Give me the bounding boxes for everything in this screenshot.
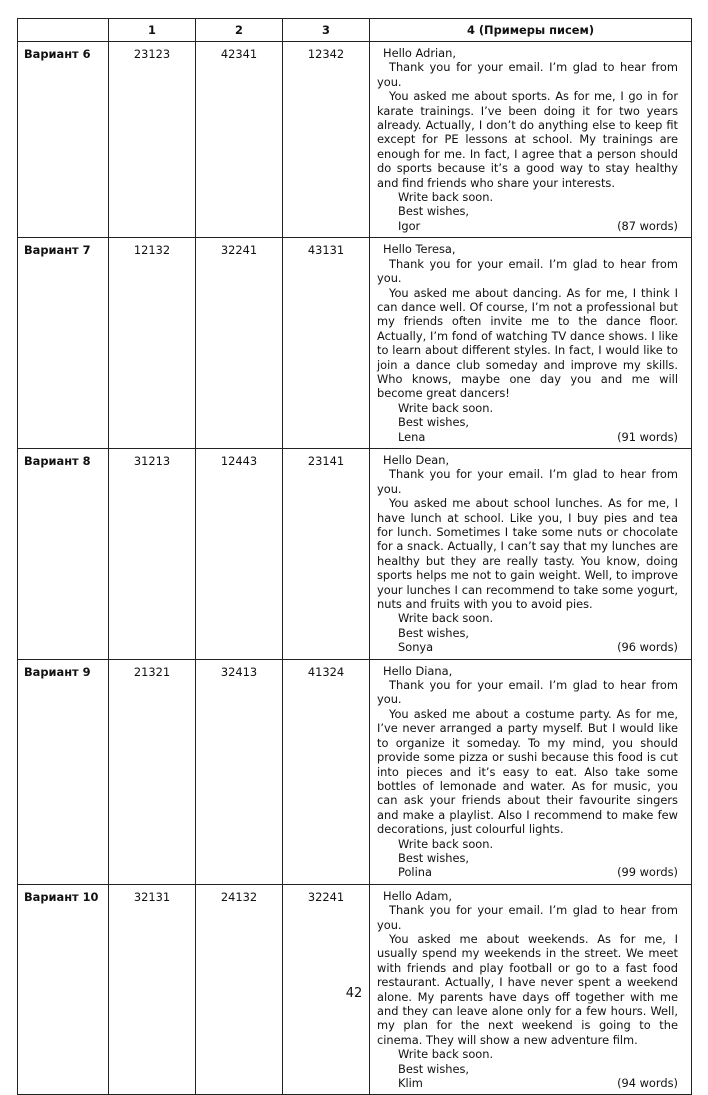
letter-closing: Best wishes,	[398, 204, 470, 219]
letter-closing: Best wishes,	[398, 415, 470, 430]
letter-closing: Best wishes,	[398, 850, 470, 865]
answer-task-3: 32241	[283, 884, 370, 1095]
answer-task-3: 12342	[283, 42, 370, 238]
sample-letter	[370, 42, 692, 238]
variant-label: Вариант 8	[18, 448, 109, 659]
variant-label: Вариант 6	[18, 42, 109, 238]
letter-signature-line	[377, 640, 678, 654]
letter-signature-name: Polina	[398, 865, 432, 880]
answer-task-3: 43131	[283, 238, 370, 449]
letter-paragraph: Thank you for your email. I’m glad to hear from you.	[377, 903, 678, 932]
letter-paragraph: Thank you for your email. I’m glad to hear from you.	[377, 467, 678, 496]
letter-greeting: Hello Dean,	[383, 452, 450, 467]
letter-greeting: Hello Adrian,	[383, 46, 456, 60]
answer-task-2: 24132	[196, 884, 283, 1095]
table-row	[18, 448, 692, 659]
header-cell-task-1: 1	[109, 19, 196, 42]
letter-paragraph: You asked me about weekends. As for me, I usually spend my weekends in the street. We meet with friends and play football or go to a fast food restaurant. Actually, I have never spent a weekend alone. My parents have days off together with me and they can leave alone only for a few hours. Well, my plan for the next weekend is going to the cinema. They will show a new adventure film.	[377, 931, 678, 1047]
header-cell-task-4: 4 (Примеры писем)	[370, 19, 692, 42]
header-cell-task-2: 2	[196, 19, 283, 42]
letter-closing: Write back soon.	[398, 190, 494, 205]
letter-paragraph: You asked me about dancing. As for me, I think I can dance well. Of course, I’m not a professional but my friends often invite me to the dance floor. Actually, I’m fond of watching TV dance shows. I like to learn about different styles. In fact, I would like to join a dance club someday and improve my skills. Who knows, maybe one day you and me will become great dancers!	[377, 285, 678, 401]
answer-task-2: 42341	[196, 42, 283, 238]
sample-letter	[370, 659, 692, 884]
letter-paragraph: You asked me about school lunches. As for me, I have lunch at school. Like you, I buy pies and tea for lunch. Sometimes I take some nuts or chocolate for a snack. Actually, I can’t say that my lunches are healthy but they are really tasty. You know, doing sports helps me not to gain weight. Well, to improve your lunches I can recommend to take some yogurt, nuts and fruits with you to avoid pies.	[377, 496, 678, 612]
answer-task-2: 12443	[196, 448, 283, 659]
answer-task-3: 23141	[283, 448, 370, 659]
answer-task-1: 21321	[109, 659, 196, 884]
letter-signature-line	[377, 865, 678, 879]
answers-table	[17, 18, 692, 1095]
letter-greeting: Hello Teresa,	[383, 242, 456, 257]
word-count: (94 words)	[617, 1076, 678, 1091]
word-count: (87 words)	[617, 218, 678, 233]
letter-paragraph: Thank you for your email. I’m glad to hear from you.	[377, 678, 678, 707]
letter-signature-name: Igor	[398, 218, 421, 233]
letter-paragraph: Thank you for your email. I’m glad to hear from you.	[377, 60, 678, 89]
answer-task-1: 23123	[109, 42, 196, 238]
letter-signature-line	[377, 1076, 678, 1090]
letter-closing: Write back soon.	[398, 836, 494, 851]
word-count: (96 words)	[617, 640, 678, 655]
letter-greeting: Hello Adam,	[383, 888, 453, 903]
table-row	[18, 238, 692, 449]
answer-task-1: 12132	[109, 238, 196, 449]
word-count: (91 words)	[617, 429, 678, 444]
letter-paragraph: You asked me about sports. As for me, I go in for karate trainings. I’ve been doing it for two years already. Actually, I don’t do anything else to keep fit except for PE lessons at school. My trainings are enough for me. In fact, I agree that a person should do sports because it’s a good way to stay healthy and find friends who share your interests.	[377, 89, 678, 190]
sample-letter	[370, 448, 692, 659]
letter-greeting: Hello Diana,	[383, 663, 453, 678]
header-row	[18, 19, 692, 42]
letter-paragraph: Thank you for your email. I’m glad to hear from you.	[377, 256, 678, 286]
page-number: 42	[345, 986, 363, 1001]
letter-paragraph: You asked me about a costume party. As for me, I’ve never arranged a party myself. But I would like to organize it someday. To my mind, you should provide some pizza or sushi because this food is cut into pieces and it’s easy to eat. Also take some bottles of lemonade and water. As for music, you can ask your friends about their favourite singers and make a playlist. Also I recommend to make few decorations, just colourful lights.	[377, 706, 678, 837]
variant-label: Вариант 10	[18, 884, 109, 1095]
table-row	[18, 659, 692, 884]
table-row	[18, 42, 692, 238]
word-count: (99 words)	[617, 865, 678, 880]
answer-task-3: 41324	[283, 659, 370, 884]
answer-task-1: 32131	[109, 884, 196, 1095]
letter-closing: Write back soon.	[398, 1047, 494, 1062]
letter-signature-line	[377, 430, 678, 444]
letter-signature-name: Lena	[398, 429, 426, 444]
variant-label: Вариант 7	[18, 238, 109, 449]
letter-closing: Write back soon.	[398, 400, 494, 415]
letter-signature-name: Sonya	[398, 640, 434, 655]
letter-closing: Best wishes,	[398, 1061, 470, 1076]
sample-letter	[370, 238, 692, 449]
header-cell-variant	[18, 19, 109, 42]
answer-task-1: 31213	[109, 448, 196, 659]
header-cell-task-3: 3	[283, 19, 370, 42]
variant-label: Вариант 9	[18, 659, 109, 884]
letter-closing: Best wishes,	[398, 625, 470, 640]
letter-closing: Write back soon.	[398, 611, 494, 626]
answer-task-2: 32241	[196, 238, 283, 449]
answer-task-2: 32413	[196, 659, 283, 884]
letter-signature-line	[377, 219, 678, 233]
letter-signature-name: Klim	[398, 1076, 423, 1091]
